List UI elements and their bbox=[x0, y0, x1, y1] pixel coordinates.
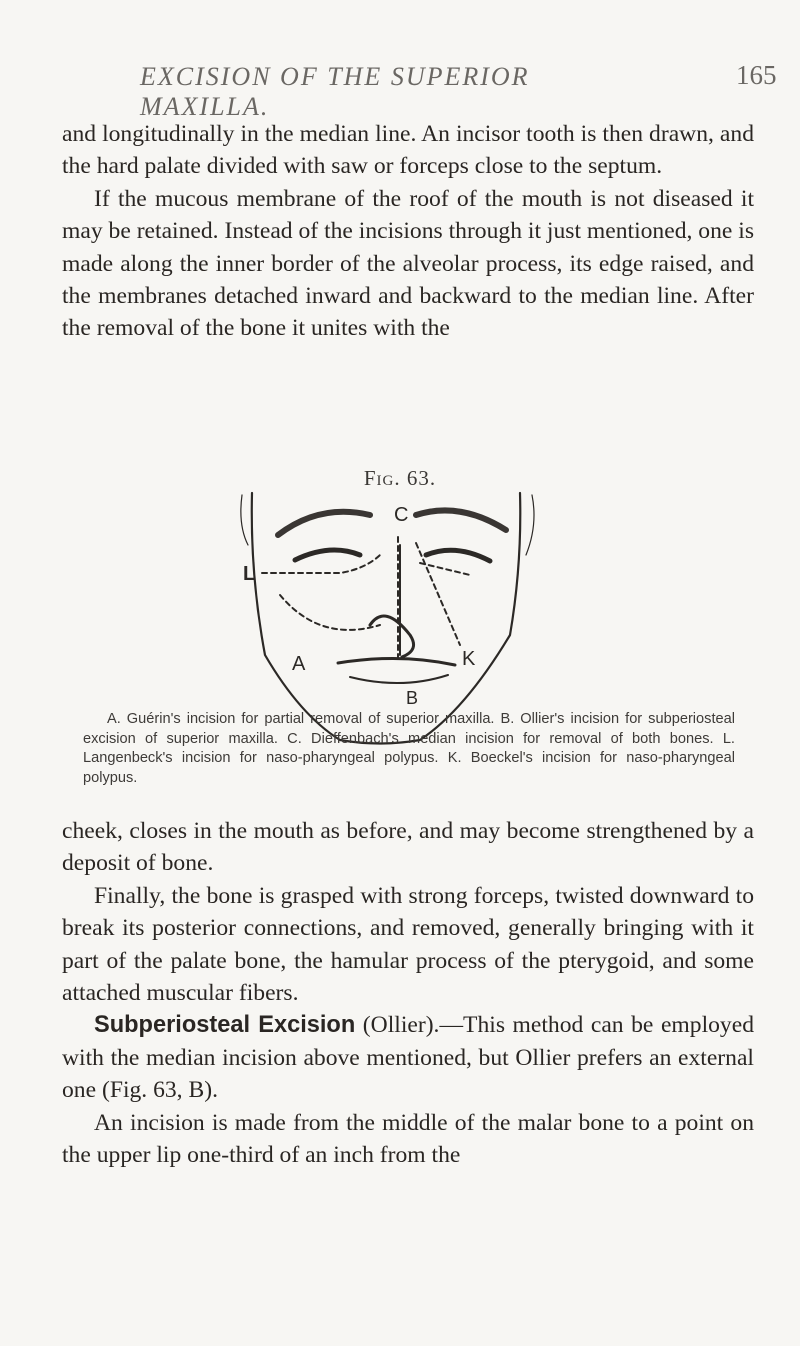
right-eye bbox=[426, 550, 490, 561]
incision-l bbox=[262, 555, 380, 573]
right-brow bbox=[416, 510, 506, 530]
incision-a bbox=[280, 595, 380, 630]
figure-letter-l: L bbox=[243, 563, 256, 585]
lower-lip bbox=[350, 675, 448, 683]
figure-letter-c: C bbox=[394, 504, 409, 526]
paragraph-incision: An incision is made from the middle of the malar bone to a point on the upper lip one-third of an inch from the bbox=[62, 1109, 754, 1169]
paragraph-subperiosteal bbox=[62, 1009, 754, 1106]
figure-letter-a: A bbox=[292, 653, 306, 675]
nose-wing bbox=[370, 616, 414, 657]
paragraph-mucous-membrane: If the mucous membrane of the roof of the mouth is not diseased it may be retained. Instead of the incisions through it just mentioned, one is made along the inner border of the alveolar process, its edge raised, and the membranes detached inward and backward to the median line. After the removal of the bone it unites with the bbox=[62, 185, 754, 342]
face-outline bbox=[252, 493, 521, 744]
running-header: EXCISION OF THE SUPERIOR MAXILLA. bbox=[140, 62, 530, 121]
text-block-bottom bbox=[62, 815, 754, 1171]
page-number: 165 bbox=[736, 60, 777, 90]
upper-lip bbox=[338, 658, 455, 665]
paragraph-continuation: and longitudinally in the median line. An incisor tooth is then drawn, and the hard palate divided with saw or forceps close to the septum. bbox=[62, 121, 754, 180]
text-block-top bbox=[62, 118, 754, 345]
figure-letter-b: B bbox=[406, 688, 419, 708]
section-heading-subperiosteal: Subperiosteal Excision bbox=[94, 1012, 356, 1039]
figure-caption bbox=[83, 710, 735, 788]
paragraph-subperiosteal-text: (Ollier).—This method can be employed with the median incision above mentioned, but Ollier prefers an external one (Fig. 63, B). bbox=[62, 1012, 754, 1104]
incision-k bbox=[416, 543, 460, 645]
left-eye bbox=[295, 550, 360, 560]
right-cheek-shading bbox=[526, 495, 534, 555]
paragraph-finally: Finally, the bone is grasped with strong forceps, twisted downward to break its posterior connections, and removed, generally bringing with it part of the palate bone, the hamular process of the pterygoid, and some attached muscular fibers. bbox=[62, 882, 754, 1007]
caption-text: A. Guérin's incision for partial removal of superior maxilla. B. Ollier's incision for subperiosteal excision of superior maxilla. C. Dieffenbach's median incision for removal of both bones. L. Langenbeck's incision for naso-pharyngeal polypus. K. Boeckel's incision for naso-pharyngeal polypus. bbox=[83, 711, 735, 786]
figure-letter-k: K bbox=[462, 648, 476, 670]
left-brow bbox=[278, 512, 370, 535]
paragraph-cheek: cheek, closes in the mouth as before, and may become strengthened by a deposit of bone. bbox=[62, 818, 754, 877]
left-cheek-shading bbox=[241, 495, 248, 545]
figure-label: Fig. 63. bbox=[363, 466, 437, 490]
